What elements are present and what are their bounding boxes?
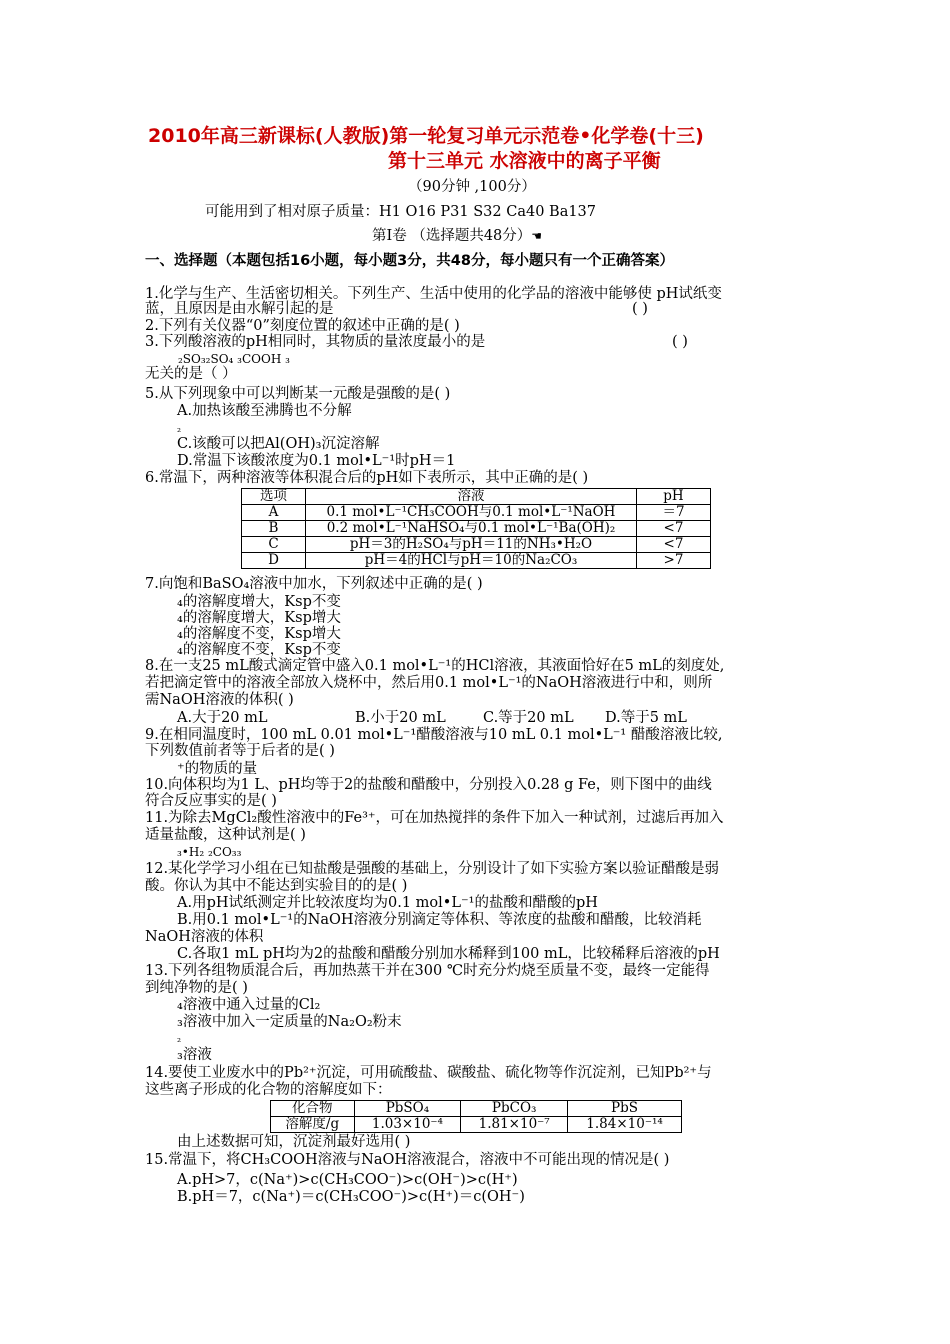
table-cell: pH＝3的H₂SO₄与pH＝11的NH₃•H₂O xyxy=(306,537,637,553)
table-header-cell: 化合物 xyxy=(271,1101,355,1117)
table-cell: C xyxy=(242,537,306,553)
table-header-cell: pH xyxy=(637,489,711,505)
q14-line2: 这些离子形成的化合物的溶解度如下： xyxy=(145,1082,392,1098)
table-row xyxy=(271,1117,682,1133)
table-cell: 0.1 mol•L⁻¹CH₃COOH与0.1 mol•L⁻¹NaOH xyxy=(306,505,637,521)
q3-answer-paren: ( ) xyxy=(672,334,688,350)
table-cell: pH＝4的HCl与pH＝10的Na₂CO₃ xyxy=(306,553,637,569)
table-cell: 1.03×10⁻⁴ xyxy=(354,1117,461,1133)
q11-line1: 11.为除去MgCl₂酸性溶液中的Fe³⁺，可在加热搅拌的条件下加入一种试剂，过滤后再加入 xyxy=(145,810,724,826)
q14-conclusion: 由上述数据可知，沉淀剂最好选用( ) xyxy=(177,1134,411,1150)
table-row xyxy=(242,505,711,521)
table-cell: 0.2 mol•L⁻¹NaHSO₄与0.1 mol•L⁻¹Ba(OH)₂ xyxy=(306,521,637,537)
table-header-cell: 选项 xyxy=(242,489,306,505)
section-heading: 一、选择题（本题包括16小题，每小题3分，共48分，每小题只有一个正确答案） xyxy=(145,253,674,269)
q5-option-b: ₂ xyxy=(177,424,182,435)
table-cell: B xyxy=(242,521,306,537)
q12-option-a: A.用pH试纸测定并比较浓度均为0.1 mol•L⁻¹的盐酸和醋酸的pH xyxy=(177,895,598,911)
q13-option-c: ₂ xyxy=(177,1034,182,1045)
q7-text: 7.向饱和BaSO₄溶液中加水，下列叙述中正确的是( ) xyxy=(145,576,483,592)
q7-option-a: ₄的溶解度增大，Ksp不变 xyxy=(177,594,341,610)
q1-line2: 蓝，且原因是由水解引起的是 xyxy=(145,301,334,317)
q12-option-b-line2: NaOH溶液的体积 xyxy=(145,929,264,945)
q8-line2: 若把滴定管中的溶液全部放入烧杯中，然后用0.1 mol•L⁻¹的NaOH溶液进行中和，则所 xyxy=(145,675,713,691)
q13-line2: 到纯净物的是( ) xyxy=(145,980,248,996)
table-row xyxy=(242,553,711,569)
q13-line1: 13.下列各组物质混合后，再加热蒸干并在300 ℃时充分灼烧至质量不变，最终一定能得 xyxy=(145,963,710,979)
q5-option-a: A.加热该酸至沸腾也不分解 xyxy=(177,403,352,419)
table-cell: 1.81×10⁻⁷ xyxy=(461,1117,568,1133)
table-cell: D xyxy=(242,553,306,569)
q13-option-b: ₃溶液中加入一定质量的Na₂O₂粉末 xyxy=(177,1014,402,1030)
q12-line1: 12.某化学学习小组在已知盐酸是强酸的基础上，分别设计了如下实验方案以验证醋酸是弱 xyxy=(145,861,720,877)
q8-line1: 8.在一支25 mL酸式滴定管中盛入0.1 mol•L⁻¹的HCl溶液，其液面恰好在5 mL的刻度处, xyxy=(145,658,725,674)
q8-option-b: B.小于20 mL xyxy=(355,710,446,726)
q13-option-a: ₄溶液中通入过量的Cl₂ xyxy=(177,997,321,1013)
unit-subtitle: 第十三单元 水溶液中的离子平衡 xyxy=(388,150,661,172)
table-cell: <7 xyxy=(637,521,711,537)
q6-table xyxy=(241,488,711,569)
q10-line1: 10.向体积均为1 L、pH均等于2的盐酸和醋酸中，分别投入0.28 g Fe，则下图中的曲线 xyxy=(145,777,712,793)
q12-line2: 酸。你认为其中不能达到实验目的的是( ) xyxy=(145,878,408,894)
table-header-row xyxy=(242,489,711,505)
q10-line2: 符合反应事实的是( ) xyxy=(145,793,277,809)
q7-option-b: ₄的溶解度增大，Ksp增大 xyxy=(177,610,341,626)
q6-text: 6.常温下，两种溶液等体积混合后的pH如下表所示，其中正确的是( ) xyxy=(145,470,589,486)
q11-line2: 适量盐酸，这种试剂是( ) xyxy=(145,827,306,843)
q5-option-d: D.常温下该酸浓度为0.1 mol•L⁻¹时pH＝1 xyxy=(177,453,456,469)
table-row xyxy=(242,521,711,537)
q5-option-c: C.该酸可以把Al(OH)₃沉淀溶解 xyxy=(177,436,380,452)
q9-line2: 下列数值前者等于后者的是( ) xyxy=(145,743,335,759)
q1-line1: 1.化学与生产、生活密切相关。下列生产、生活中使用的化学品的溶液中能够使 pH试纸变 xyxy=(145,286,722,302)
volume-heading xyxy=(372,229,542,244)
q8-option-c: C.等于20 mL xyxy=(483,710,574,726)
table-cell: 1.84×10⁻¹⁴ xyxy=(568,1117,682,1133)
volume-label: 第Ⅰ卷 （选择题共48分） xyxy=(372,228,532,244)
document-title: 2010年高三新课标(人教版)第一轮复习单元示范卷•化学卷(十三) xyxy=(148,125,704,147)
q2-text: 2.下列有关仪器“0”刻度位置的叙述中正确的是( ) xyxy=(145,318,460,334)
q15-option-a: A.pH>7，c(Na⁺)>c(CH₃COO⁻)>c(OH⁻)>c(H⁺) xyxy=(177,1172,518,1188)
table-header-cell: PbCO₃ xyxy=(461,1101,568,1117)
table-header-cell: 溶液 xyxy=(306,489,637,505)
table-cell: 溶解度/g xyxy=(271,1117,355,1133)
q12-option-c: C.各取1 mL pH均为2的盐酸和醋酸分别加水稀释到100 mL，比较稀释后溶液的pH xyxy=(177,946,720,962)
q7-option-c: ₄的溶解度不变，Ksp增大 xyxy=(177,626,341,642)
table-cell: <7 xyxy=(637,537,711,553)
table-cell: ＝7 xyxy=(637,505,711,521)
q15-option-b: B.pH＝7，c(Na⁺)＝c(CH₃COO⁻)>c(H⁺)＝c(OH⁻) xyxy=(177,1189,525,1205)
q8-line3: 需NaOH溶液的体积( ) xyxy=(145,692,294,708)
q8-option-a: A.大于20 mL xyxy=(177,710,268,726)
atomic-mass-note: 可能用到了相对原子质量：H1 O16 P31 S32 Ca40 Ba137 xyxy=(205,204,597,220)
table-row xyxy=(242,537,711,553)
q12-option-b-line1: B.用0.1 mol•L⁻¹的NaOH溶液分别滴定等体积、等浓度的盐酸和醋酸，比较消耗 xyxy=(177,912,702,928)
q1-answer-paren: ( ) xyxy=(632,301,648,317)
table-cell: >7 xyxy=(637,553,711,569)
q9-line1: 9.在相同温度时，100 mL 0.01 mol•L⁻¹醋酸溶液与10 mL 0.1 mol•L⁻¹ 醋酸溶液比较, xyxy=(145,727,723,743)
q5-text: 5.从下列现象中可以判断某一元酸是强酸的是( ) xyxy=(145,386,451,402)
pointing-hand-icon: ☚ xyxy=(531,229,543,243)
q9-fragment: ⁺的物质的量 xyxy=(177,761,258,777)
table-header-row xyxy=(271,1101,682,1117)
q14-table xyxy=(270,1100,682,1133)
q3-text: 3.下列酸溶液的pH相同时，其物质的量浓度最小的是 xyxy=(145,334,486,350)
table-header-cell: PbSO₄ xyxy=(354,1101,461,1117)
time-score-note: （90分钟 ,100分） xyxy=(408,179,536,195)
table-cell: A xyxy=(242,505,306,521)
q3-fragment: ₂SO₃₂SO₄ ₃COOH ₃ xyxy=(178,352,290,366)
q14-line1: 14.要使工业废水中的Pb²⁺沉淀，可用硫酸盐、碳酸盐、硫化物等作沉淀剂，已知Pb²⁺与 xyxy=(145,1065,712,1081)
q11-fragment: ₃•H₂ ₂CO₃₃ xyxy=(177,845,242,859)
q13-option-d: ₃溶液 xyxy=(177,1047,212,1063)
q8-option-d: D.等于5 mL xyxy=(605,710,687,726)
q15-text: 15.常温下，将CH₃COOH溶液与NaOH溶液混合，溶液中不可能出现的情况是( ) xyxy=(145,1152,670,1168)
q7-option-d: ₄的溶解度不变，Ksp不变 xyxy=(177,642,341,658)
table-header-cell: PbS xyxy=(568,1101,682,1117)
q4-text: 无关的是（ ） xyxy=(145,366,237,382)
